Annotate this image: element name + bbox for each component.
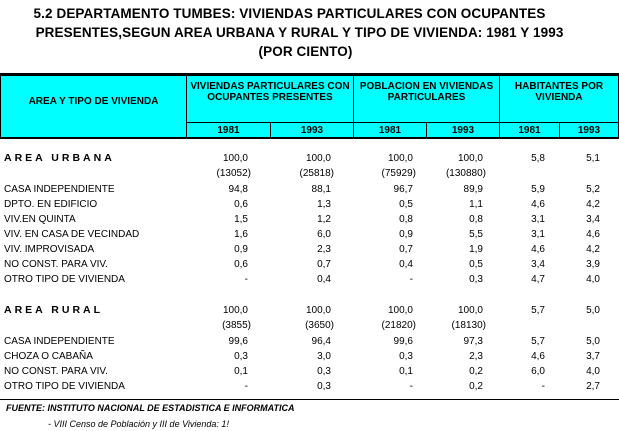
rural-total-value: 100,0 xyxy=(387,305,413,316)
rural-absolute-value: (3650) xyxy=(305,320,334,331)
table-row-value: 0,1 xyxy=(234,366,248,377)
urbana-total-value: 100,0 xyxy=(305,153,331,164)
rural-section-title: AREA RURAL xyxy=(4,304,104,316)
table-row-value: 3,4 xyxy=(586,214,600,225)
table-row-value: 0,3 xyxy=(469,274,483,285)
table-row-value: - xyxy=(409,381,413,392)
urbana-total-value: 5,8 xyxy=(531,153,545,164)
table-row-value: 96,7 xyxy=(393,184,413,195)
table-row-value: 5,5 xyxy=(469,229,483,240)
table-row-value: 0,3 xyxy=(399,351,413,362)
table-row-value: 5,2 xyxy=(586,184,600,195)
table-row-value: 4,2 xyxy=(586,199,600,210)
table-row-value: 4,7 xyxy=(531,274,545,285)
table-row-value: 94,8 xyxy=(228,184,248,195)
table-row-value: 88,1 xyxy=(311,184,331,195)
title-line-1: 5.2 DEPARTAMENTO TUMBES: VIVIENDAS PARTICULARES CON OCUPANTES xyxy=(33,6,546,21)
rural-total-value: 5,0 xyxy=(586,305,600,316)
table-row-value: 0,3 xyxy=(317,381,331,392)
table-row-value: 3,0 xyxy=(317,351,331,362)
table-row-value: 4,0 xyxy=(586,274,600,285)
table-row-value: 4,6 xyxy=(531,199,545,210)
table-row-value: 0,1 xyxy=(399,366,413,377)
header-viviendas: VIVIENDAS PARTICULARES CON OCUPANTES PRESENTES xyxy=(186,75,354,123)
table-row-value: 0,5 xyxy=(469,259,483,270)
rural-absolute-value: (3855) xyxy=(222,320,251,331)
table-row-label: NO CONST. PARA VIV. xyxy=(4,366,108,377)
table-row-value: 1,6 xyxy=(234,229,248,240)
table-row-value: 0,2 xyxy=(469,381,483,392)
urbana-total-value: 5,1 xyxy=(586,153,600,164)
table-row-value: 6,0 xyxy=(317,229,331,240)
header-bottom-rule xyxy=(0,137,619,139)
title-line-3: (POR CIENTO) xyxy=(258,44,353,59)
table-row-value: 2,3 xyxy=(469,351,483,362)
header-year-3: 1981 xyxy=(353,122,427,138)
rural-absolute-value: (18130) xyxy=(451,320,486,331)
table-row-label: NO CONST. PARA VIV. xyxy=(4,259,108,270)
table-row-value: 0,3 xyxy=(317,366,331,377)
table-row-value: 1,2 xyxy=(317,214,331,225)
table-row-value: 3,4 xyxy=(531,259,545,270)
header-year-1: 1981 xyxy=(186,122,271,138)
table-row-value: 5,7 xyxy=(531,336,545,347)
header-habitantes: HABITANTES POR VIVIENDA xyxy=(499,75,619,123)
urbana-absolute-value: (75929) xyxy=(381,168,416,179)
rural-total-value: 100,0 xyxy=(222,305,248,316)
urbana-absolute-value: (25818) xyxy=(299,168,334,179)
table-row-value: 0,7 xyxy=(317,259,331,270)
table-row-label: VIV.EN QUINTA xyxy=(4,214,76,225)
urbana-total-value: 100,0 xyxy=(387,153,413,164)
table-row-value: 89,9 xyxy=(463,184,483,195)
footer-rule xyxy=(0,399,619,400)
table-row-value: 3,1 xyxy=(531,214,545,225)
table-row-value: 4,6 xyxy=(531,244,545,255)
source-note: FUENTE: INSTITUTO NACIONAL DE ESTADISTICA E INFORMATICA xyxy=(6,403,295,413)
table-row-value: 1,9 xyxy=(469,244,483,255)
rural-total-value: 100,0 xyxy=(305,305,331,316)
urbana-absolute-value: (130880) xyxy=(445,168,486,179)
table-row-value: 0,3 xyxy=(234,351,248,362)
table-row-label: CASA INDEPENDIENTE xyxy=(4,184,115,195)
table-row-value: 3,9 xyxy=(586,259,600,270)
header-poblacion: POBLACION EN VIVIENDAS PARTICULARES xyxy=(353,75,500,123)
table-row-value: 4,6 xyxy=(586,229,600,240)
table-row-value: 0,9 xyxy=(399,229,413,240)
table-row-label: OTRO TIPO DE VIVIENDA xyxy=(4,274,125,285)
urbana-total-value: 100,0 xyxy=(222,153,248,164)
table-row-value: 0,7 xyxy=(399,244,413,255)
table-row-value: 5,0 xyxy=(586,336,600,347)
table-row-value: 5,9 xyxy=(531,184,545,195)
urbana-absolute-value: (13052) xyxy=(216,168,251,179)
header-year-6: 1993 xyxy=(559,122,619,138)
table-row-value: 4,6 xyxy=(531,351,545,362)
table-row-value: 96,4 xyxy=(311,336,331,347)
table-row-value: 0,2 xyxy=(469,366,483,377)
table-row-value: 0,4 xyxy=(399,259,413,270)
table-row-value: 99,6 xyxy=(393,336,413,347)
table-row-value: 0,9 xyxy=(234,244,248,255)
title-line-2: PRESENTES,SEGUN AREA URBANA Y RURAL Y TIPO DE VIVIENDA: 1981 Y 1993 xyxy=(35,25,564,40)
table-row-value: 6,0 xyxy=(531,366,545,377)
table-row-label: VIV. IMPROVISADA xyxy=(4,244,95,255)
rural-total-value: 5,7 xyxy=(531,305,545,316)
table-row-value: 0,6 xyxy=(234,199,248,210)
table-row-value: 1,1 xyxy=(469,199,483,210)
table-row-value: 0,8 xyxy=(469,214,483,225)
table-row-value: - xyxy=(244,381,248,392)
table-row-value: 4,0 xyxy=(586,366,600,377)
table-row-value: - xyxy=(409,274,413,285)
table-row-value: 97,3 xyxy=(463,336,483,347)
rural-total-value: 100,0 xyxy=(457,305,483,316)
header-year-2: 1993 xyxy=(270,122,354,138)
urbana-total-value: 100,0 xyxy=(457,153,483,164)
table-row-value: - xyxy=(244,274,248,285)
header-area-tipo: AREA Y TIPO DE VIVIENDA xyxy=(0,75,187,138)
table-row-label: VIV. EN CASA DE VECINDAD xyxy=(4,229,140,240)
table-row-value: 3,7 xyxy=(586,351,600,362)
table-row-value: 0,6 xyxy=(234,259,248,270)
table-row-value: 0,8 xyxy=(399,214,413,225)
census-note: - VIII Censo de Población y III de Vivienda: 1! xyxy=(48,419,229,429)
table-row-label: CHOZA O CABAÑA xyxy=(4,351,93,362)
table-row-value: 1,5 xyxy=(234,214,248,225)
table-row-label: DPTO. EN EDIFICIO xyxy=(4,199,98,210)
table-row-value: 2,7 xyxy=(586,381,600,392)
table-row-value: 0,4 xyxy=(317,274,331,285)
table-row-value: 1,3 xyxy=(317,199,331,210)
table-row-value: 99,6 xyxy=(228,336,248,347)
table-row-label: CASA INDEPENDIENTE xyxy=(4,336,115,347)
header-year-4: 1993 xyxy=(426,122,500,138)
rural-absolute-value: (21820) xyxy=(381,320,416,331)
table-row-value: - xyxy=(541,381,545,392)
header-year-5: 1981 xyxy=(499,122,560,138)
table-row-value: 2,3 xyxy=(317,244,331,255)
table-row-value: 0,5 xyxy=(399,199,413,210)
table-row-label: OTRO TIPO DE VIVIENDA xyxy=(4,381,125,392)
table-row-value: 4,2 xyxy=(586,244,600,255)
urbana-section-title: AREA URBANA xyxy=(4,152,115,164)
table-row-value: 3,1 xyxy=(531,229,545,240)
